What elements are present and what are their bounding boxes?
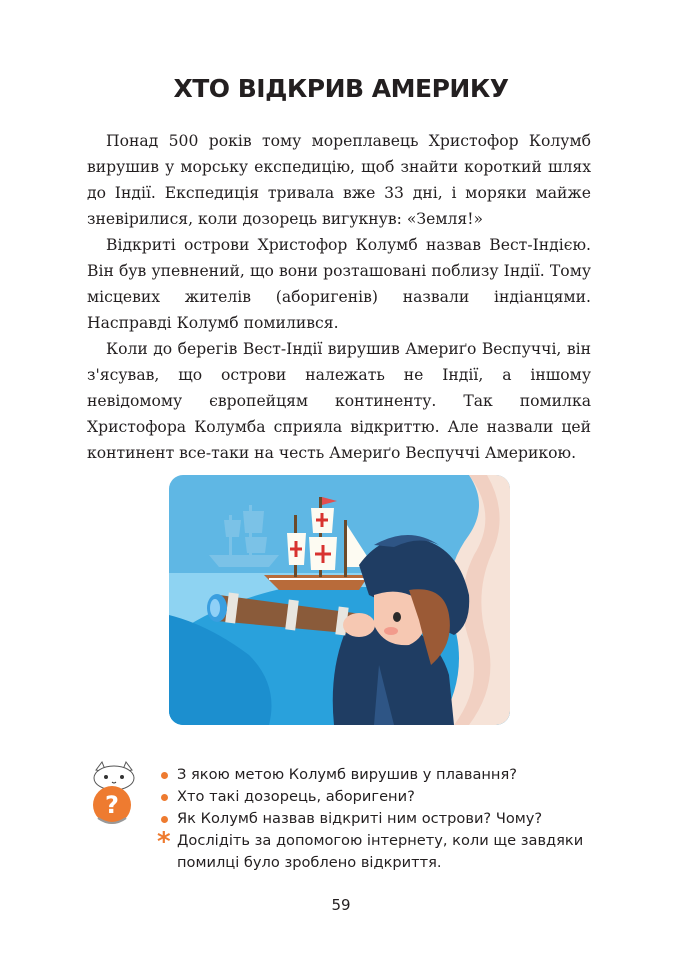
question-item: Хто такі дозорець, аборигени? (157, 786, 607, 808)
page-number: 59 (331, 896, 351, 914)
page-title: ХТО ВІДКРИВ АМЕРИКУ (173, 74, 509, 103)
research-task: * Дослідіть за допомогою інтернету, коли ще завдяки помилці було зроблено відкриття. (157, 827, 584, 871)
columbus-spyglass-image (169, 475, 510, 725)
question-item: З якою метою Колумб вирушив у плавання? (157, 764, 607, 786)
paragraph: Коли до берегів Вест-Індії вирушив Америґо Веспуччі, він з'ясував, що острови належать не Індії, а іншому невідомому європейцям континенту. Так помилка Христофора Колумба сприяла відкриттю. Але назвали цей континент все-таки на честь Америґо Веспуччі Америкою. (87, 340, 591, 462)
question-item: Як Колумб назвав відкриті ним острови? Чому? (157, 808, 607, 830)
svg-text:?: ? (105, 791, 119, 819)
bullet-icon (161, 816, 168, 823)
questions-block (157, 764, 607, 874)
bullet-icon (161, 772, 168, 779)
cat-question-mark-icon (84, 760, 144, 830)
asterisk-icon: * (157, 827, 171, 857)
bullet-icon (161, 794, 168, 801)
paragraph: Відкриті острови Христофор Колумб назвав Вест-Індією. Він був упевнений, що вони розташовані поблизу Індії. Тому місцевих жителів (аборигенів) назвали індіанцями. Насправді Колумб помилився. (87, 236, 591, 332)
article-body (87, 128, 591, 466)
paragraph: Понад 500 років тому мореплавець Христофор Колумб вирушив у морську експедицію, щоб знайти короткий шлях до Індії. Експедиція тривала вже 33 дні, і моряки майже зневірилися, коли дозорець вигукнув: «Земля!» (87, 132, 591, 228)
columbus-illustration (169, 475, 510, 725)
